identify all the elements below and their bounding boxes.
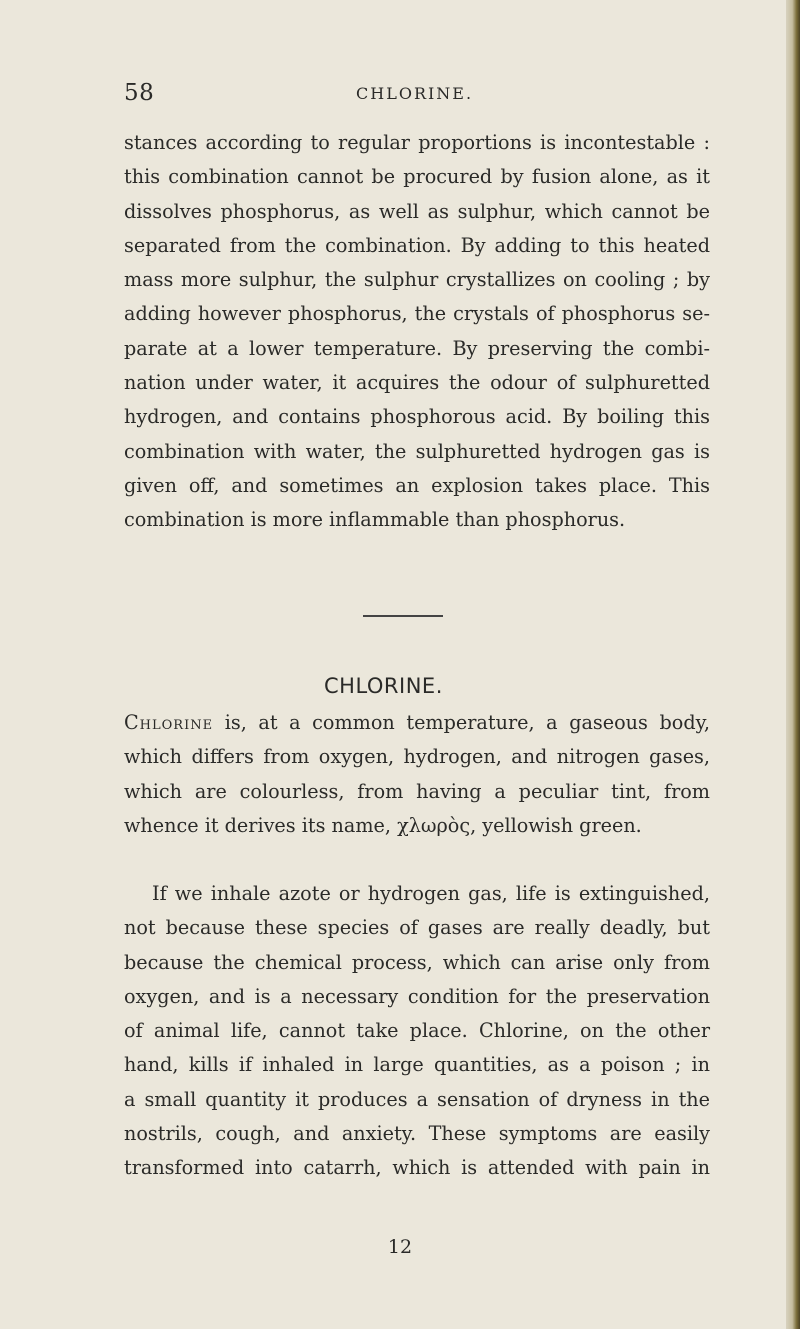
paragraph-phosphorus-sulphur [124, 126, 710, 538]
text-line: which differs from oxygen, hydrogen, and nitrogen gases, [124, 745, 710, 769]
text-line: combination is more inflammable than phosphorus. [124, 508, 626, 532]
text-line: adding however phosphorus, the crystals of phosphorus se- [124, 302, 710, 326]
text-line: given off, and sometimes an explosion takes place. This [124, 473, 710, 497]
page-header [124, 80, 684, 116]
text-line: dissolves phosphorus, as well as sulphur, which cannot be [124, 199, 710, 223]
page-edge-shadow [786, 0, 800, 1329]
signature-mark: 12 [387, 1236, 413, 1258]
text-line: separated from the combination. By adding to this heated [124, 233, 710, 257]
text-line: nostrils, cough, and anxiety. These symptoms are easily [124, 1122, 710, 1146]
text-line: If we inhale azote or hydrogen gas, life is extinguished, [152, 882, 710, 905]
paragraph-chlorine-definition [124, 706, 710, 843]
text-line: combination with water, the sulphuretted hydrogen gas is [124, 439, 710, 463]
page-number: 58 [124, 80, 155, 106]
text-line: nation under water, it acquires the odour of sulphuretted [124, 371, 710, 395]
text-line: because the chemical process, which can arise only from [124, 950, 710, 974]
text-line [124, 706, 710, 740]
text-line: not because these species of gases are really deadly, but [124, 916, 710, 940]
text-line: hydrogen, and contains phosphorous acid. By boiling this [124, 405, 710, 429]
lead-word: Chlorine [124, 711, 214, 734]
text-line: a small quantity it produces a sensation of dryness in the [124, 1087, 710, 1111]
text-line: mass more sulphur, the sulphur crystallizes on cooling ; by [124, 268, 710, 292]
text-line: hand, kills if inhaled in large quantities, as a poison ; in [124, 1053, 710, 1077]
running-head: CHLORINE. [356, 84, 474, 103]
text-line: stances according to regular proportions is incontestable : [124, 131, 710, 154]
paragraph-chlorine-effects [124, 877, 710, 1186]
text-line: this combination cannot be procured by fusion alone, as it [124, 165, 710, 189]
text-line: parate at a lower temperature. By preserving the combi- [124, 336, 710, 360]
text-line: oxygen, and is a necessary condition for the preservation [124, 984, 710, 1008]
text-line: transformed into catarrh, which is attended with pain in [124, 1156, 710, 1180]
text-line: whence it derives its name, χλωρὸς, yellowish green. [124, 813, 642, 837]
section-title: CHLORINE. [324, 674, 443, 698]
text-line: of animal life, cannot take place. Chlorine, on the other [124, 1019, 710, 1043]
text-run: is, at a common temperature, a gaseous body, [213, 711, 710, 734]
text-line: which are colourless, from having a peculiar tint, from [124, 779, 710, 803]
section-divider [363, 615, 443, 617]
